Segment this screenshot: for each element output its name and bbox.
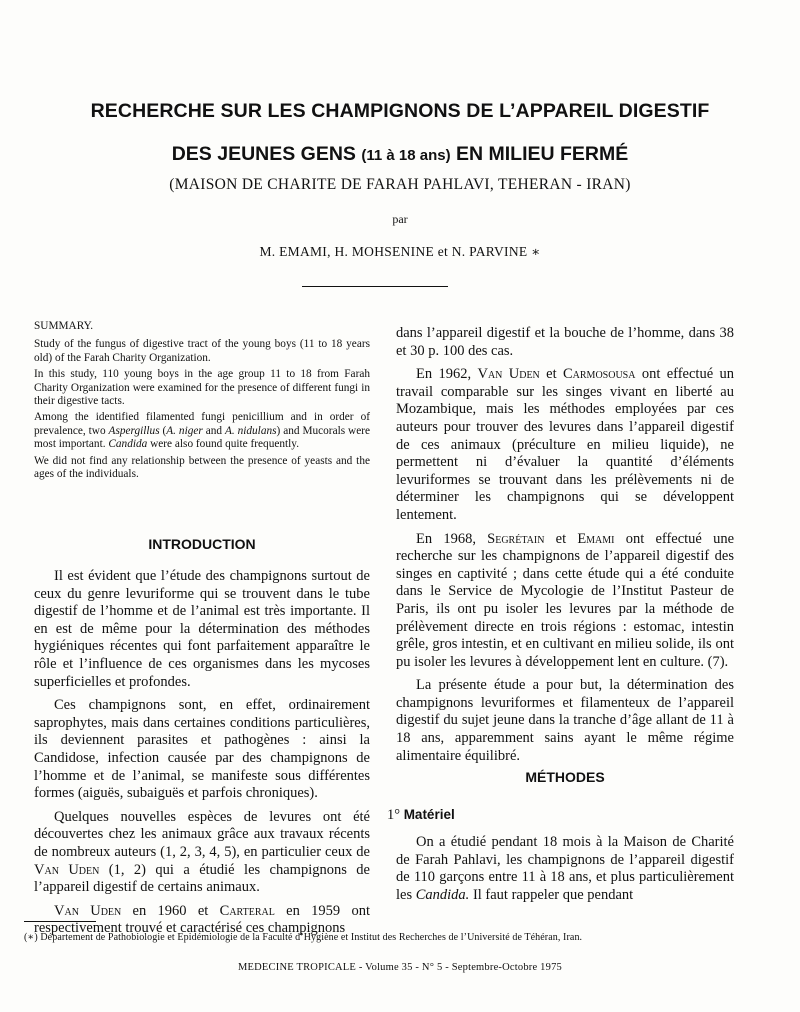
subtitle: (MAISON DE CHARITE DE FARAH PAHLAVI, TEHERAN - IRAN) (169, 176, 631, 193)
title-age-range: (11 à 18 ans) (361, 147, 451, 164)
right-p4-c: Il faut rappeler que pendant (469, 886, 634, 903)
materiel-subheading (387, 807, 455, 824)
right-column (396, 325, 734, 771)
right-p1-d: Carmosousa (562, 366, 636, 383)
right-p2-c: et (544, 530, 578, 547)
right-p2-b: Segrétain (487, 530, 545, 547)
intro-p3-c: (1, 2) qui a étudié les champignons de l’appareil digestif de certains animaux. (34, 861, 370, 896)
footnote-divider (24, 921, 96, 922)
right-p2-d: Emami (577, 530, 615, 547)
summary-p3-c: ( (159, 424, 167, 437)
summary-paragraph-1: Study of the fungus of digestive tract of the young boys (11 to 18 years old) of the Farah Charity Organization. (34, 338, 370, 364)
right-paragraph-2 (396, 531, 734, 672)
right-p1-a: En 1962, (416, 366, 478, 383)
right-p1-c: et (539, 366, 563, 383)
intro-p3-b: Van Uden (34, 861, 100, 878)
authors: M. EMAMI, H. MOHSENINE et N. PARVINE ∗ (259, 244, 541, 259)
right-p2-a: En 1968, (416, 530, 488, 547)
summary-p3-b: Aspergillus (108, 424, 160, 437)
footnote: (∗) Département de Pathobiologie et Epidémiologie de la Faculté d’Hygiène et Institut des Recherches de l’Université de Téhéran, Iran. (24, 932, 583, 943)
intro-p4-d: en 1959 ont respectivement trouvé et caractérisé ces champignons (34, 902, 370, 937)
intro-p4-a: Van Uden (54, 902, 122, 919)
right-p1-e: ont effectué un travail comparable sur les singes vivant en liberté au Mozambique, mais les méthodes employées par ces auteurs pour trouver des levures dans l’appareil digestif de ces animaux (préculture en milieu liquide), ne permettent ni d’évaluer la quantité d’éléments levuriformes se trouvant dans les prélèvements ni de déterminer les champignons qui se développent lentement. (396, 366, 734, 523)
summary-p3-f: A. nidulans (224, 424, 277, 437)
summary-paragraph-2: In this study, 110 young boys in the age group 11 to 18 from Farah Charity Organization were examined for the presence of different fungi in their digestive tacts. (34, 368, 370, 408)
summary-paragraph-3 (34, 411, 370, 451)
by-line: par (392, 212, 408, 226)
right-p1-b: Van Uden (477, 366, 540, 383)
materiel-number: 1° (387, 807, 404, 823)
title-divider (302, 286, 448, 287)
left-column (34, 568, 370, 944)
summary-p3-d: A. niger (166, 424, 203, 437)
right-p4-b: Candida. (415, 886, 470, 903)
summary-paragraph-4: We did not find any relationship between the presence of yeasts and the ages of the individuals. (34, 454, 370, 481)
right-p4-a: On a étudié pendant 18 mois à la Maison de Charité de Farah Pahlavi, les champignons de l’appareil digestif de 110 garçons entre 11 à 18 ans, et plus particulièrement les (396, 834, 734, 903)
intro-paragraph-2: Ces champignons sont, en effet, ordinairement saprophytes, mais dans certaines conditions particulières, ils deviennent parasites et pathogènes : ainsi la Candidose, infection causée par des champignons de l’homme et de l’animal, se manifeste sous différentes formes (aiguës, subaiguës et parfois chroniques). (34, 697, 370, 802)
summary-block (34, 320, 370, 484)
summary-p3-g: ) and Mucorals were most important. (34, 424, 370, 451)
summary-p3-a: Among the identified filamented fungi penicillium and in order of prevalence, two (34, 411, 370, 437)
right-paragraph-0: dans l’appareil digestif et la bouche de l’homme, dans 38 et 30 p. 100 des cas. (396, 325, 734, 359)
right-paragraph-4 (396, 834, 734, 904)
title-line-2 (0, 143, 800, 166)
journal-footer: MEDECINE TROPICALE - Volume 35 - N° 5 - Septembre-Octobre 1975 (238, 962, 562, 973)
title-line-2-part-a: DES JEUNES GENS (171, 143, 362, 165)
materiel-title: Matériel (403, 807, 455, 822)
methodes-heading: MÉTHODES (525, 769, 605, 785)
right-paragraph-1 (396, 366, 734, 524)
title-line-2-part-c: EN MILIEU FERMÉ (450, 143, 629, 165)
summary-p3-i: were also found quite frequently. (147, 438, 300, 451)
summary-heading: SUMMARY. (34, 320, 94, 332)
intro-p4-c: Carteral (219, 902, 275, 919)
intro-p4-b: en 1960 et (121, 902, 220, 919)
intro-p3-a: Quelques nouvelles espèces de levures ont été découvertes chez les animaux grâce aux travaux récents de nombreux auteurs (1, 2, 3, 4, 5), en particulier ceux de (34, 808, 370, 860)
summary-p3-h: Candida (108, 438, 148, 451)
intro-paragraph-3 (34, 809, 370, 897)
title-line-1: RECHERCHE SUR LES CHAMPIGNONS DE L’APPAREIL DIGESTIF (90, 100, 710, 122)
introduction-heading: INTRODUCTION (148, 536, 256, 552)
right-p2-e: ont effectué une recherche sur les champignons de l’appareil digestif des singes en captivité ; dans cette étude qui a été conduite dans le Service de Mycologie de l’Institut Pasteur de Paris, ils ont pu isoler les levures par la méthode de prélèvement directe en trois régions : estomac, intestin grêle, gros intestin, et en cultivant en milieu solide, ils ont pu isoler les levures à développement lent en culture. (7). (396, 530, 735, 670)
summary-p3-e: and (202, 424, 225, 437)
methodes-text (396, 834, 734, 910)
intro-paragraph-1: Il est évident que l’étude des champignons surtout de ceux du genre levuriforme qui se trouvent dans le tube digestif de l’homme et de l’animal est très importante. Il en est de même pour la détermination des méthodes hygiéniques récentes qui font parfaitement apparaître le rôle et l’influence de ces organismes dans les mycoses superficielles et profondes. (34, 568, 370, 690)
right-paragraph-3: La présente étude a pour but, la détermination des champignons levuriformes et filamenteux de l’appareil digestif du sujet jeune dans la tranche d’âge allant de 11 à 18 ans, apparemment sains ayant le même régime alimentaire équilibré. (396, 677, 734, 764)
